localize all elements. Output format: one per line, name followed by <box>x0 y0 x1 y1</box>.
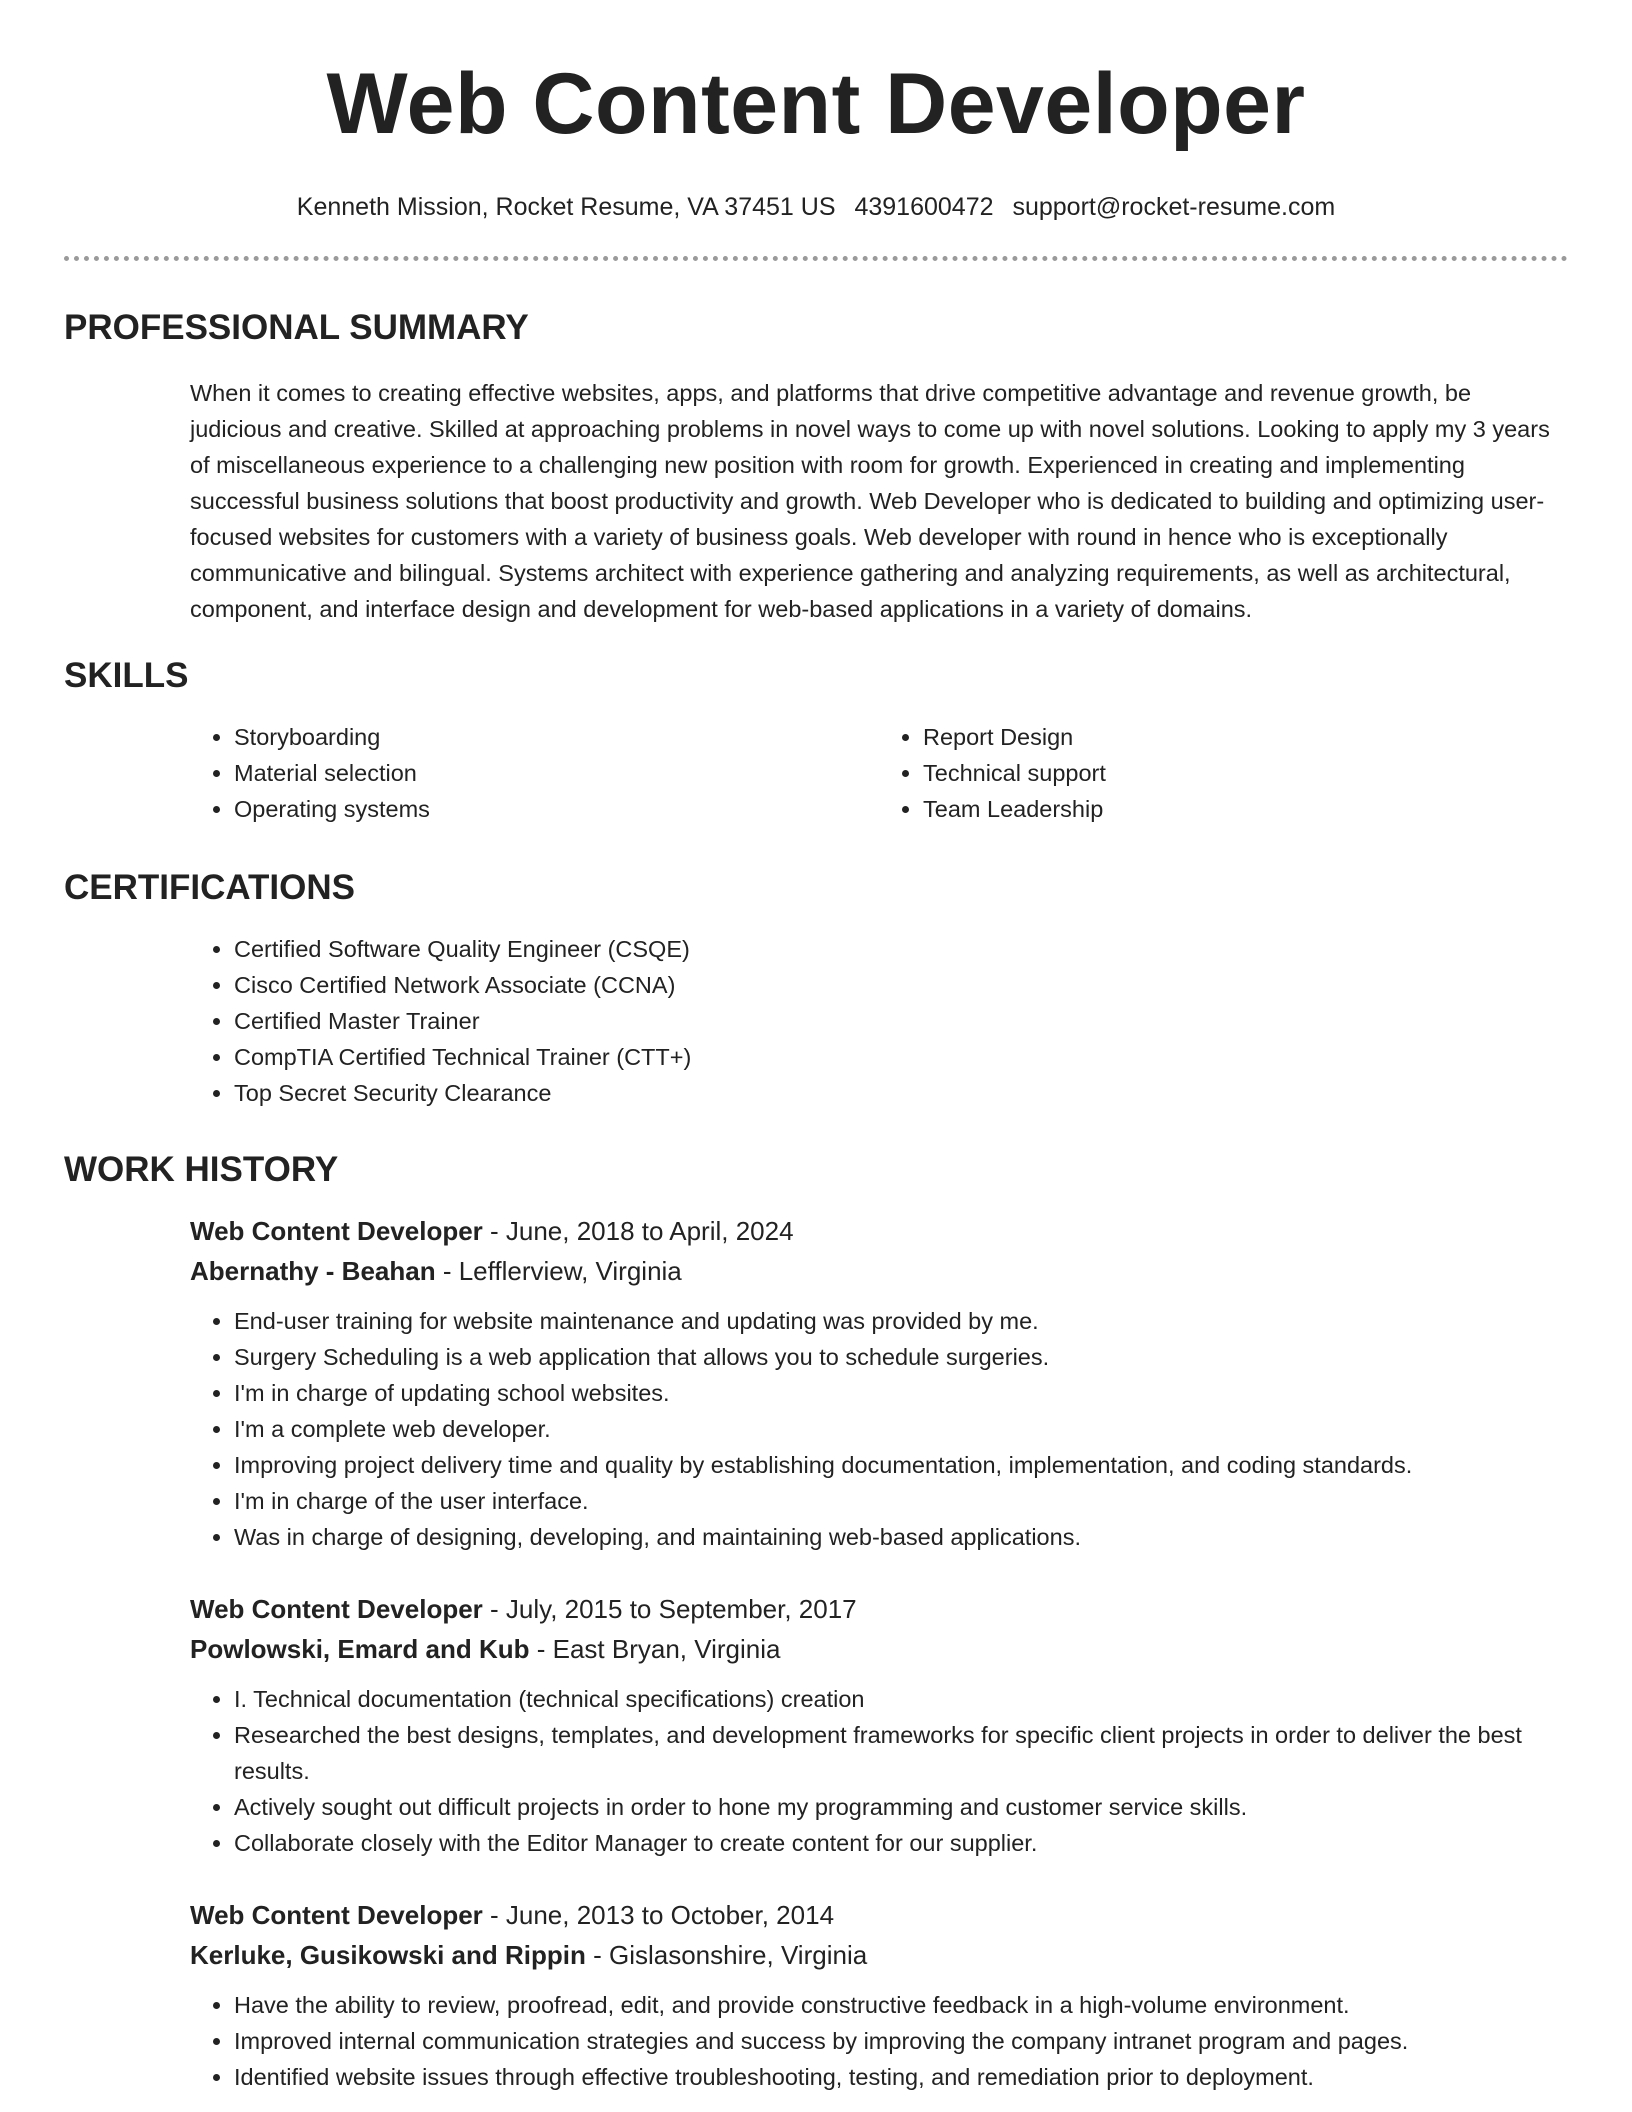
certification-item: • Cisco Certified Network Associate (CCNA) <box>234 967 1568 1003</box>
summary-heading: PROFESSIONAL SUMMARY <box>64 308 529 347</box>
contact-phone: 4391600472 <box>854 193 994 221</box>
job-entry <box>190 1211 1568 1555</box>
certification-item: • CompTIA Certified Technical Trainer (CTT+) <box>234 1039 1568 1075</box>
job-bullet: • I'm a complete web developer. <box>234 1411 1568 1447</box>
job-bullet: • Was in charge of designing, developing, and maintaining web-based applications. <box>234 1519 1568 1555</box>
job-company-line <box>190 1629 1568 1669</box>
job-dates: - June, 2018 to April, 2024 <box>482 1216 794 1246</box>
job-bullet: • Have the ability to review, proofread, edit, and provide constructive feedback in a high-volume environment. <box>234 1987 1568 2023</box>
certifications-heading: CERTIFICATIONS <box>64 868 356 907</box>
contact-email: support@rocket-resume.com <box>1012 193 1336 221</box>
work-history-heading: WORK HISTORY <box>64 1150 339 1189</box>
job-bullets <box>190 1681 1568 1861</box>
job-company: Kerluke, Gusikowski and Rippin <box>190 1940 586 1970</box>
certification-item: • Top Secret Security Clearance <box>234 1075 1568 1111</box>
job-title-line <box>190 1589 1568 1629</box>
job-company-line <box>190 1935 1568 1975</box>
skills-heading: SKILLS <box>64 656 189 695</box>
job-title: Web Content Developer <box>190 1216 483 1246</box>
skill-item: • Material selection <box>234 755 879 791</box>
work-history-section <box>64 1149 1568 2095</box>
job-bullet: • Improving project delivery time and quality by establishing documentation, implementation, and coding standards. <box>234 1447 1568 1483</box>
job-bullet: • End-user training for website maintenance and updating was provided by me. <box>234 1303 1568 1339</box>
skills-list-right <box>879 719 1568 827</box>
skills-section <box>64 655 1568 827</box>
resume-name: Web Content Developer <box>326 56 1306 152</box>
job-bullet: • Collaborate closely with the Editor Manager to create content for our supplier. <box>234 1825 1568 1861</box>
job-title: Web Content Developer <box>190 1900 483 1930</box>
certification-item: • Certified Software Quality Engineer (CSQE) <box>234 931 1568 967</box>
job-bullet: • Actively sought out difficult projects in order to hone my programming and customer service skills. <box>234 1789 1568 1825</box>
skill-item: • Operating systems <box>234 791 879 827</box>
certifications-section <box>64 867 1568 1111</box>
job-title-line <box>190 1895 1568 1935</box>
summary-text: When it comes to creating effective websites, apps, and platforms that drive competitive advantage and revenue growth, be judicious and creative. Skilled at approaching problems in novel ways to come up with novel solutions. Looking to apply my 3 years of miscellaneous experience to a challenging new position with room for growth. Experienced in creating and implementing successful business solutions that boost productivity and growth. Web Developer who is dedicated to building and optimizing user-focused websites for customers with a variety of business goals. Web developer with round in hence who is exceptionally communicative and bilingual. Systems architect with experience gathering and analyzing requirements, as well as architectural, component, and interface design and development for web-based applications in a variety of domains. <box>190 380 1550 622</box>
job-dates: - July, 2015 to September, 2017 <box>482 1594 857 1624</box>
contact-line <box>64 192 1568 222</box>
job-bullet: • Improved internal communication strategies and success by improving the company intranet program and pages. <box>234 2023 1568 2059</box>
skills-grid <box>190 719 1568 827</box>
job-title: Web Content Developer <box>190 1594 483 1624</box>
job-location: - East Bryan, Virginia <box>529 1634 781 1664</box>
summary-section <box>64 307 1568 627</box>
job-entry <box>190 1895 1568 2095</box>
contact-address: Kenneth Mission, Rocket Resume, VA 37451 US <box>296 193 836 221</box>
job-title-line <box>190 1211 1568 1251</box>
job-bullet: • Identified website issues through effective troubleshooting, testing, and remediation prior to deployment. <box>234 2059 1568 2095</box>
job-bullets <box>190 1987 1568 2095</box>
skill-item: • Report Design <box>923 719 1568 755</box>
job-location: - Gislasonshire, Virginia <box>585 1940 868 1970</box>
certification-item: • Certified Master Trainer <box>234 1003 1568 1039</box>
skills-list-left <box>190 719 879 827</box>
job-bullet: • I. Technical documentation (technical specifications) creation <box>234 1681 1568 1717</box>
job-bullet: • Researched the best designs, templates, and development frameworks for specific client projects in order to deliver the best results. <box>234 1717 1568 1789</box>
job-company: Abernathy - Beahan <box>190 1256 436 1286</box>
job-company: Powlowski, Emard and Kub <box>190 1634 530 1664</box>
job-company-line <box>190 1251 1568 1291</box>
job-location: - Lefflerview, Virginia <box>435 1256 682 1286</box>
skill-item: • Technical support <box>923 755 1568 791</box>
skill-item: • Team Leadership <box>923 791 1568 827</box>
job-dates: - June, 2013 to October, 2014 <box>482 1900 835 1930</box>
certifications-list <box>190 931 1568 1111</box>
job-bullet: • I'm in charge of the user interface. <box>234 1483 1568 1519</box>
job-entry <box>190 1589 1568 1861</box>
header-divider <box>64 256 1568 261</box>
job-bullet: • Surgery Scheduling is a web application that allows you to schedule surgeries. <box>234 1339 1568 1375</box>
job-bullets <box>190 1303 1568 1555</box>
job-bullet: • I'm in charge of updating school websites. <box>234 1375 1568 1411</box>
skill-item: • Storyboarding <box>234 719 879 755</box>
